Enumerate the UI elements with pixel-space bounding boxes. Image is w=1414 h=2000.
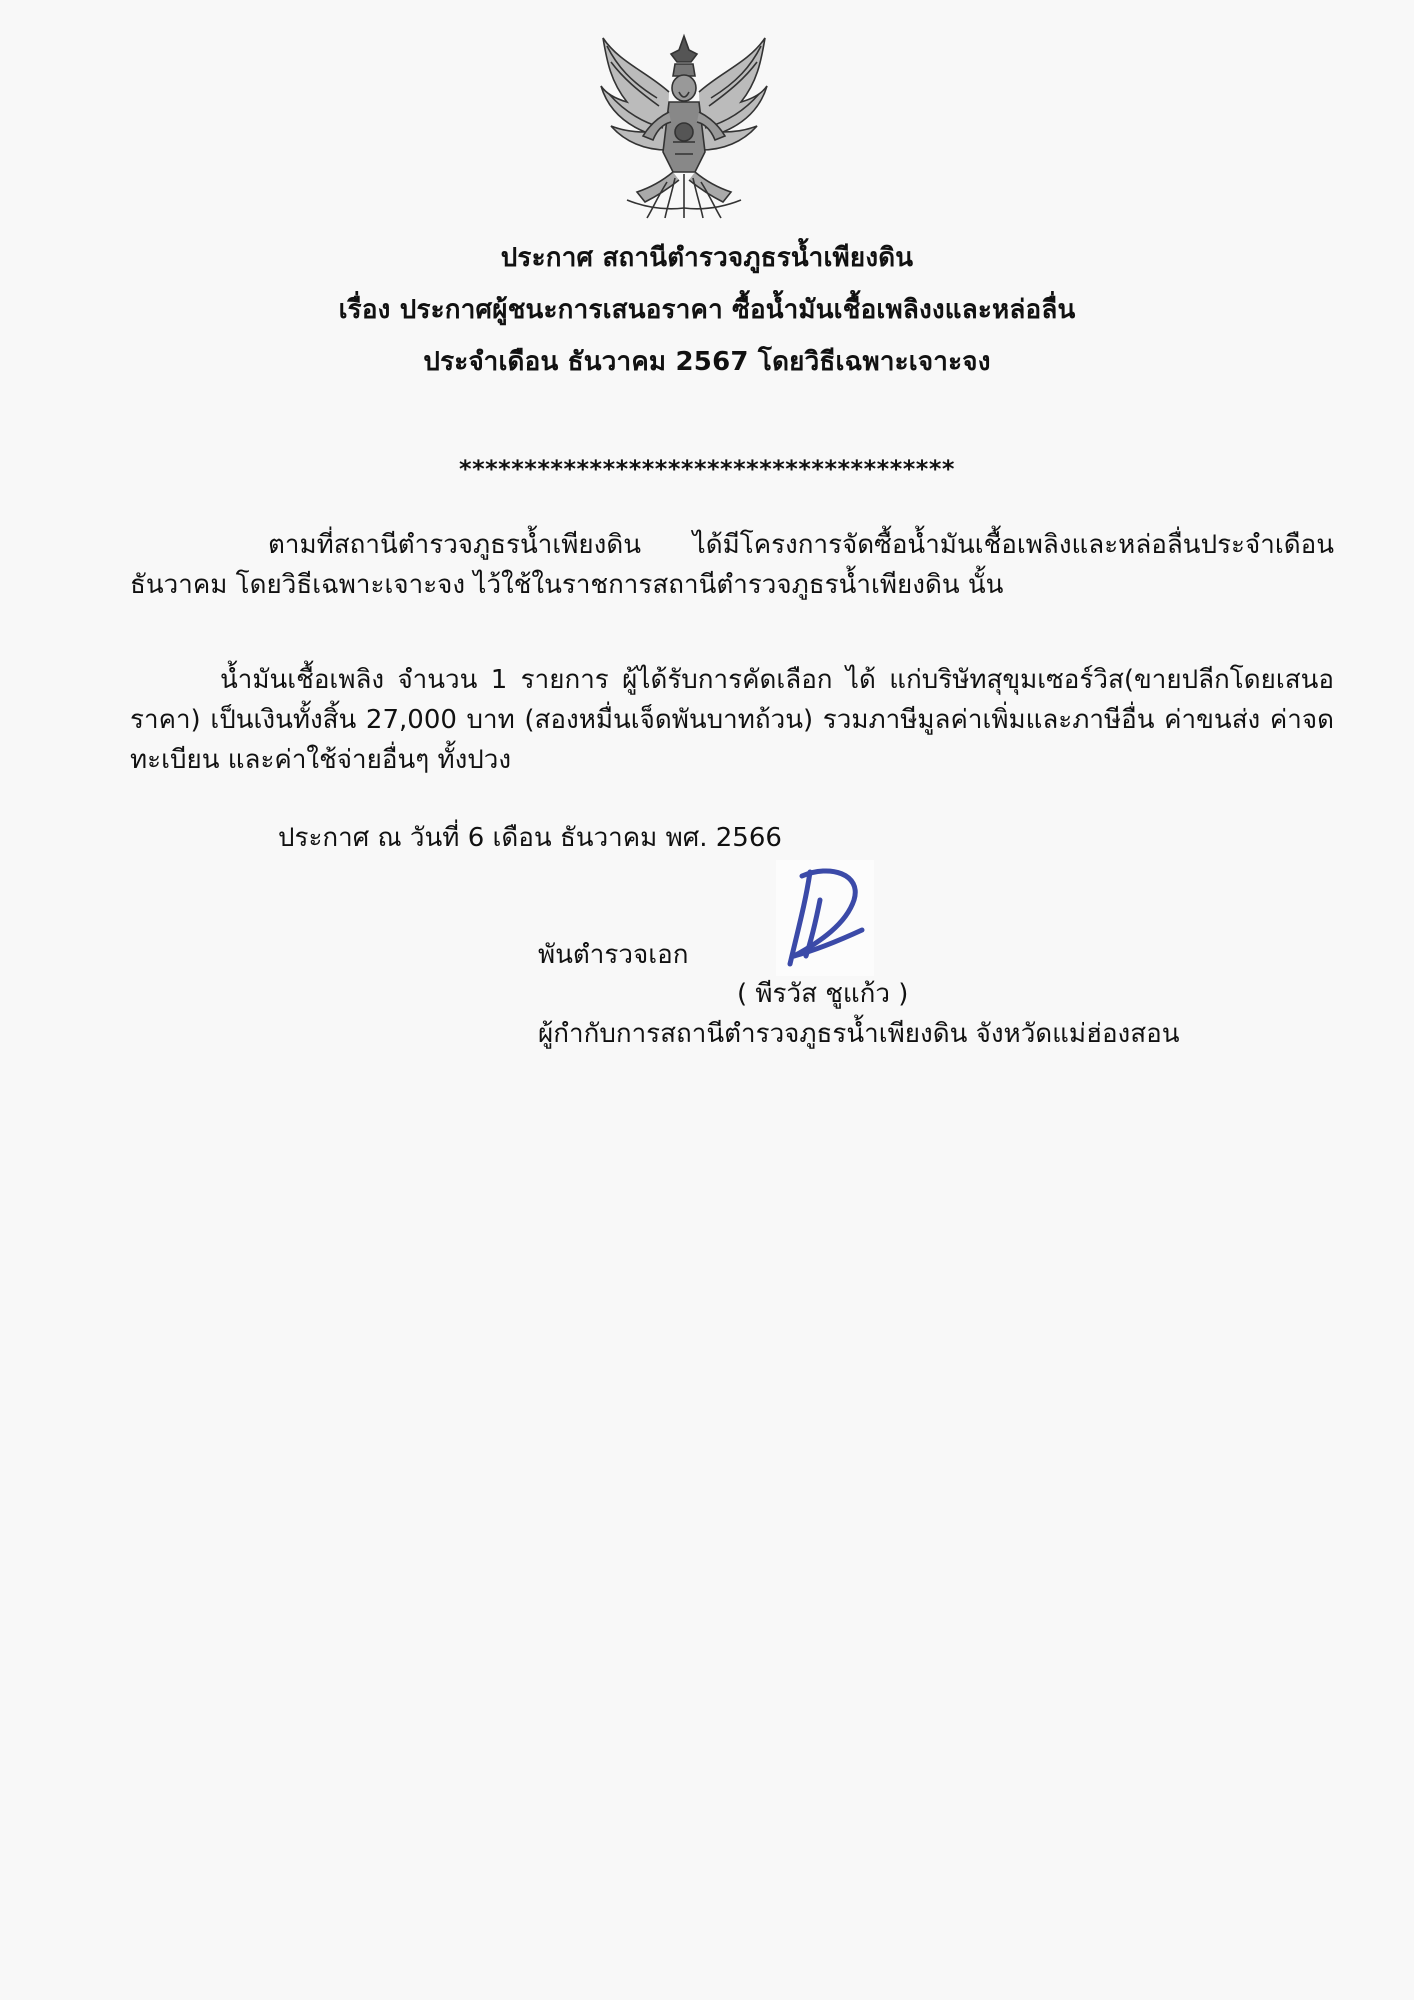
- announcement-date: ประกาศ ณ วันที่ 6 เดือน ธันวาคม พศ. 2566: [278, 823, 782, 853]
- signer-rank: พันตำรวจเอก: [538, 940, 689, 970]
- paragraph-project: ตามที่สถานีตำรวจภูธรน้ำเพียงดิน ได้มีโครงการจัดซื้อน้ำมันเชื้อเพลิงและหล่อลื่นประจำเดือนธันวาคม โดยวิธีเฉพาะเจาะจง ไว้ใช้ในราชการสถานีตำรวจภูธรน้ำเพียงดิน นั้น: [130, 530, 1334, 600]
- paragraph-winner: น้ำมันเชื้อเพลิง จำนวน 1 รายการ ผู้ได้รับการคัดเลือก ได้ แก่บริษัทสุขุมเซอร์วิส(ขายปลีกโดยเสนอราคา) เป็นเงินทั้งสิ้น 27,000 บาท (สองหมื่นเจ็ดพันบาทถ้วน) รวมภาษีมูลค่าเพิ่มและภาษีอื่น ค่าขนส่ง ค่าจดทะเบียน และค่าใช้จ่ายอื่นๆ ทั้งปวง: [130, 665, 1334, 775]
- separator-stars: **************************************: [459, 455, 955, 483]
- title-line-1: ประกาศ สถานีตำรวจภูธรน้ำเพียงดิน: [500, 243, 914, 273]
- signer-position: ผู้กำกับการสถานีตำรวจภูธรน้ำเพียงดิน จังหวัดแม่ฮ่องสอน: [538, 1019, 1180, 1049]
- title-line-2: เรื่อง ประกาศผู้ชนะการเสนอราคา ซื้อน้ำมันเชื้อเพลิงงและหล่อลื่น: [338, 295, 1076, 325]
- signer-name: ( พีรวัส ชูแก้ว ): [737, 979, 909, 1009]
- announcement-title: [0, 232, 1414, 388]
- garuda-emblem-icon: [597, 32, 771, 222]
- signature-image: [776, 860, 874, 976]
- title-line-3: ประจำเดือน ธันวาคม 2567 โดยวิธีเฉพาะเจาะจง: [423, 347, 991, 377]
